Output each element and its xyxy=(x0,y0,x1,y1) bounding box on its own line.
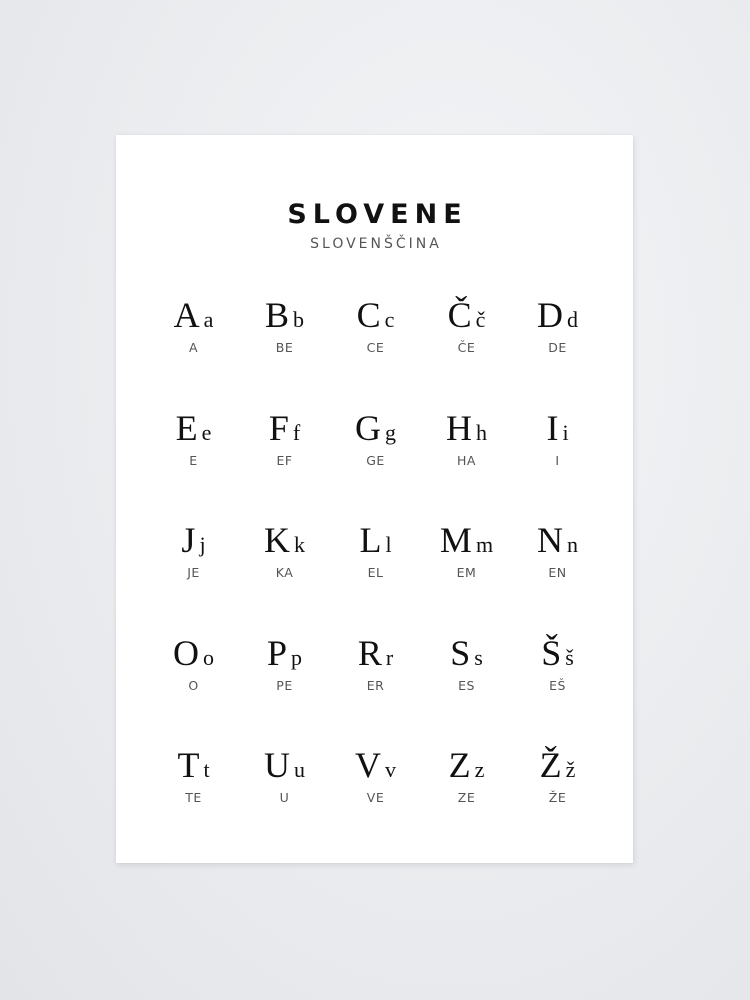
uppercase-letter: R xyxy=(357,632,382,673)
letter-glyphs xyxy=(512,405,603,451)
letter-glyphs xyxy=(421,405,512,451)
uppercase-letter: Ž xyxy=(539,745,562,785)
letter-glyphs xyxy=(330,292,421,338)
lowercase-letter: u xyxy=(294,757,305,782)
letter-glyphs xyxy=(330,742,421,788)
lowercase-letter: i xyxy=(562,419,569,445)
letter-glyphs xyxy=(239,292,330,338)
uppercase-letter: M xyxy=(439,520,472,560)
letter-card xyxy=(239,630,330,743)
uppercase-letter: D xyxy=(537,295,563,335)
letter-name: ES xyxy=(458,677,475,693)
lowercase-letter: z xyxy=(474,757,485,782)
letter-card xyxy=(148,742,239,855)
lowercase-letter: g xyxy=(385,419,396,445)
letter-name: I xyxy=(555,452,560,468)
letter-glyphs xyxy=(148,630,239,676)
letter-card xyxy=(421,405,512,518)
uppercase-letter: B xyxy=(264,295,289,335)
lowercase-letter: p xyxy=(291,644,303,670)
letter-card xyxy=(239,405,330,518)
uppercase-letter: T xyxy=(177,745,200,785)
letter-name: ER xyxy=(366,677,385,693)
lowercase-letter: e xyxy=(201,419,212,445)
uppercase-letter: N xyxy=(537,520,563,560)
letter-card xyxy=(421,742,512,855)
lowercase-letter: t xyxy=(203,757,210,782)
letter-card xyxy=(330,405,421,518)
lowercase-letter: ž xyxy=(565,757,576,782)
uppercase-letter: Č xyxy=(447,295,472,335)
letter-name: PE xyxy=(276,677,293,693)
letter-glyphs xyxy=(421,292,512,338)
letter-name: A xyxy=(188,340,199,355)
uppercase-letter: U xyxy=(264,745,290,785)
letter-glyphs xyxy=(421,742,512,788)
letter-card xyxy=(330,630,421,743)
letter-name: TE xyxy=(185,790,202,805)
letter-card xyxy=(239,292,330,405)
lowercase-letter: n xyxy=(567,532,578,557)
letter-card xyxy=(148,405,239,518)
letter-name: KA xyxy=(275,565,294,580)
letter-card xyxy=(512,517,603,630)
uppercase-letter: H xyxy=(446,407,472,448)
letter-glyphs xyxy=(239,405,330,451)
letter-name: E xyxy=(189,452,198,468)
uppercase-letter: Z xyxy=(448,745,471,785)
letter-glyphs xyxy=(512,630,603,676)
letter-glyphs xyxy=(421,517,512,563)
letter-name: U xyxy=(279,790,290,805)
letter-card xyxy=(421,630,512,743)
uppercase-letter: C xyxy=(356,295,381,335)
letter-name: ZE xyxy=(457,790,476,805)
letter-card xyxy=(512,742,603,855)
uppercase-letter: P xyxy=(266,632,288,673)
letter-glyphs xyxy=(512,517,603,563)
uppercase-letter: S xyxy=(450,632,471,673)
letter-name: CE xyxy=(366,340,385,355)
letter-card xyxy=(148,630,239,743)
letter-glyphs xyxy=(239,630,330,676)
letter-glyphs xyxy=(330,630,421,676)
alphabet-poster xyxy=(116,135,633,863)
letter-card xyxy=(239,517,330,630)
letter-card xyxy=(330,517,421,630)
letter-name: EN xyxy=(548,565,567,580)
letter-glyphs xyxy=(330,517,421,563)
uppercase-letter: K xyxy=(264,520,290,560)
lowercase-letter: c xyxy=(384,307,395,332)
lowercase-letter: k xyxy=(294,532,305,557)
letter-name: EL xyxy=(367,565,384,580)
uppercase-letter: L xyxy=(359,520,382,560)
uppercase-letter: G xyxy=(355,407,381,448)
letter-card xyxy=(512,292,603,405)
lowercase-letter: č xyxy=(475,307,486,332)
letter-glyphs xyxy=(512,742,603,788)
letter-name: VE xyxy=(366,790,385,805)
uppercase-letter: J xyxy=(181,520,196,560)
letter-glyphs xyxy=(148,292,239,338)
letter-card xyxy=(421,517,512,630)
letter-name: EŠ xyxy=(549,677,566,693)
uppercase-letter: Š xyxy=(541,632,562,673)
letter-card xyxy=(512,630,603,743)
poster-subtitle: SLOVENŠČINA xyxy=(310,236,442,252)
uppercase-letter: I xyxy=(546,407,559,448)
uppercase-letter: E xyxy=(175,407,198,448)
lowercase-letter: s xyxy=(474,644,483,670)
letter-card xyxy=(330,292,421,405)
letter-glyphs xyxy=(330,405,421,451)
uppercase-letter: A xyxy=(173,295,200,335)
letter-glyphs xyxy=(148,742,239,788)
letter-name: DE xyxy=(548,340,567,355)
letter-glyphs xyxy=(148,517,239,563)
letter-glyphs xyxy=(148,405,239,451)
letter-glyphs xyxy=(239,517,330,563)
letter-name: EF xyxy=(276,452,293,468)
letter-grid xyxy=(148,292,603,855)
letter-card xyxy=(512,405,603,518)
lowercase-letter: a xyxy=(203,307,214,332)
lowercase-letter: d xyxy=(567,307,578,332)
lowercase-letter: b xyxy=(293,307,304,332)
letter-card xyxy=(239,742,330,855)
lowercase-letter: m xyxy=(475,532,494,557)
lowercase-letter: r xyxy=(385,644,394,670)
letter-name: JE xyxy=(187,565,200,580)
lowercase-letter: v xyxy=(385,757,396,782)
lowercase-letter: š xyxy=(565,644,574,670)
lowercase-letter: j xyxy=(199,532,206,557)
lowercase-letter: f xyxy=(292,419,301,445)
lowercase-letter: h xyxy=(476,419,487,445)
letter-name: HA xyxy=(457,452,476,468)
letter-card xyxy=(148,292,239,405)
poster-title: SLOVENE xyxy=(287,199,468,230)
uppercase-letter: F xyxy=(268,407,289,448)
lowercase-letter: o xyxy=(203,644,214,670)
letter-name: O xyxy=(188,677,199,693)
letter-card xyxy=(421,292,512,405)
letter-name: BE xyxy=(275,340,294,355)
uppercase-letter: V xyxy=(355,745,381,785)
letter-glyphs xyxy=(512,292,603,338)
letter-name: GE xyxy=(366,452,385,468)
letter-glyphs xyxy=(239,742,330,788)
letter-card xyxy=(148,517,239,630)
letter-name: ŽE xyxy=(548,790,567,805)
lowercase-letter: l xyxy=(385,532,392,557)
letter-card xyxy=(330,742,421,855)
letter-name: EM xyxy=(456,565,477,580)
uppercase-letter: O xyxy=(173,632,199,673)
letter-glyphs xyxy=(421,630,512,676)
letter-name: ČE xyxy=(457,340,476,355)
